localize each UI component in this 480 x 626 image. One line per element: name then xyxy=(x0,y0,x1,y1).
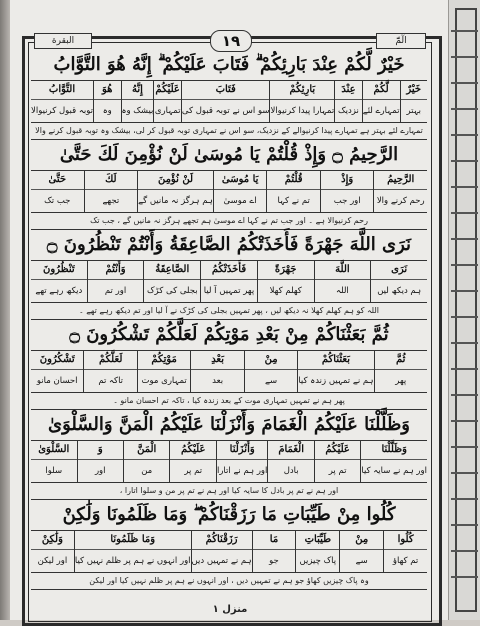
word-cell xyxy=(213,171,267,212)
urdu-meaning: تمہارے لئے xyxy=(362,106,400,116)
word-cell xyxy=(334,81,362,122)
urdu-meaning: اور لیکن xyxy=(37,556,68,566)
urdu-meaning: بجلی کی کڑک xyxy=(146,286,198,296)
surah-name: البقرة xyxy=(34,33,92,49)
arabic-word: إِنَّهُ xyxy=(122,81,154,100)
urdu-meaning: بہتر xyxy=(406,106,422,116)
next-page-text-line xyxy=(451,472,478,474)
arabic-word: اللَّهَ xyxy=(315,261,371,280)
arabic-word: يَا مُوسَىٰ xyxy=(214,171,267,190)
next-page-text-line xyxy=(451,420,478,422)
next-page-text-line xyxy=(451,134,478,136)
urdu-meaning: ہم دیکھ لیں xyxy=(377,286,422,296)
ayah-section xyxy=(31,320,427,410)
urdu-meaning: اے موسیٰ xyxy=(223,196,257,206)
ayah-section xyxy=(31,140,427,230)
arabic-ayah: كُلُوا مِنْ طَيِّبَاتِ مَا رَزَقْنَاكُمْ ۖ وَمَا ظَلَمُونَا وَلَٰكِنْ xyxy=(31,500,427,531)
word-cell xyxy=(216,441,267,482)
word-cell xyxy=(31,441,76,482)
urdu-meaning: اللہ xyxy=(336,286,349,296)
word-cell xyxy=(31,81,93,122)
arabic-word: وَإِذْ xyxy=(321,171,374,190)
word-by-word-grid xyxy=(31,171,427,213)
next-page-text-line xyxy=(451,30,478,32)
urdu-meaning: سو اس نے توبہ قبول کی xyxy=(181,106,270,116)
word-cell xyxy=(137,351,190,392)
urdu-meaning: تم پر xyxy=(184,466,203,476)
urdu-translation: رحم کرنیوالا ہے ۔ اور جب تم نے کہا اے موسیٰ ہم تجھے ہرگز نہ مانیں گے ، جب تک xyxy=(31,213,427,230)
arabic-word: وَأَنْزَلْنَا xyxy=(217,441,267,460)
urdu-meaning: تمہارا پیدا کرنیوالا xyxy=(270,106,335,116)
word-cell xyxy=(266,171,320,212)
urdu-meaning: تجھے xyxy=(102,196,120,206)
word-cell xyxy=(360,441,427,482)
arabic-word: وَأَنْتُمْ xyxy=(88,261,144,280)
urdu-meaning: جو xyxy=(269,556,279,566)
word-cell xyxy=(269,81,334,122)
next-page-text-line xyxy=(451,368,478,370)
next-page-edge xyxy=(448,0,480,620)
arabic-word: مَا xyxy=(253,531,296,550)
urdu-meaning: من xyxy=(141,466,153,476)
word-by-word-grid xyxy=(31,81,427,123)
manzil-label: منزل ۱ xyxy=(212,604,248,615)
urdu-meaning: پھر تمہیں آ لیا xyxy=(203,286,255,296)
arabic-word: جَهْرَةً xyxy=(258,261,314,280)
page-number: ١٩ xyxy=(210,30,252,52)
arabic-word: حَتَّىٰ xyxy=(31,171,84,190)
urdu-meaning: بعد xyxy=(212,376,224,386)
next-page-text-line xyxy=(451,160,478,162)
next-page-text-line xyxy=(451,394,478,396)
word-by-word-grid xyxy=(31,531,427,573)
arabic-word: وَ xyxy=(78,441,123,460)
urdu-meaning: سے xyxy=(265,376,278,386)
juz-name: الٓمّٓ xyxy=(376,33,426,49)
word-cell xyxy=(93,81,121,122)
word-cell xyxy=(77,441,123,482)
arabic-word: التَّوَّابُ xyxy=(31,81,93,100)
urdu-meaning: نزدیک xyxy=(338,106,359,116)
urdu-meaning: توبہ قبول کرنیوالا xyxy=(31,106,93,116)
arabic-word: الْمَنَّ xyxy=(124,441,169,460)
arabic-word: تَشْكُرُونَ xyxy=(31,351,83,370)
book-spine-shadow xyxy=(0,0,10,620)
next-page-frame xyxy=(455,8,477,612)
word-by-word-grid xyxy=(31,351,427,393)
word-cell xyxy=(181,81,270,122)
next-page-text-line xyxy=(451,186,478,188)
word-by-word-grid xyxy=(31,441,427,483)
word-cell xyxy=(191,531,252,572)
word-cell xyxy=(84,171,138,212)
word-cell xyxy=(339,531,383,572)
word-cell xyxy=(31,531,74,572)
ayah-section xyxy=(31,230,427,320)
word-cell xyxy=(257,261,314,302)
urdu-meaning: بادل xyxy=(283,466,299,476)
arabic-word: فَتَابَ xyxy=(182,81,270,100)
arabic-word: لَّكُمْ xyxy=(363,81,400,100)
word-cell xyxy=(297,351,373,392)
word-cell xyxy=(373,171,427,212)
arabic-word: رَزَقْنَاكُمْ xyxy=(192,531,252,550)
ayah-section xyxy=(31,500,427,590)
arabic-word: عَلَيْكُمُ xyxy=(170,441,215,460)
word-cell xyxy=(190,351,243,392)
word-cell xyxy=(137,171,213,212)
word-cell xyxy=(87,261,144,302)
word-cell xyxy=(74,531,191,572)
word-cell xyxy=(295,531,339,572)
arabic-word: خَيْرٌ xyxy=(401,81,428,100)
urdu-meaning: احسان مانو xyxy=(36,376,78,386)
next-page-text-line xyxy=(451,212,478,214)
word-by-word-grid xyxy=(31,261,427,303)
urdu-meaning: تمہاری موت xyxy=(141,376,187,386)
arabic-word: لَكَ xyxy=(85,171,138,190)
next-page-text-line xyxy=(451,82,478,84)
next-page-text-line xyxy=(451,498,478,500)
next-page-text-line xyxy=(451,550,478,552)
arabic-word: فَأَخَذَتْكُمُ xyxy=(201,261,257,280)
arabic-ayah: ثُمَّ بَعَثْنَاكُمْ مِنْ بَعْدِ مَوْتِكُمْ لَعَلَّكُمْ تَشْكُرُونَ ۝ xyxy=(31,320,427,351)
next-page-text-line xyxy=(451,264,478,266)
urdu-translation: وہ پاک چیزیں کھاؤ جو ہم نے تمہیں دیں ، اور انہوں نے ہم پر ظلم نہیں کیا اور لیکن xyxy=(31,573,427,590)
arabic-word: الصَّاعِقَةُ xyxy=(144,261,200,280)
next-page-text-line xyxy=(451,238,478,240)
urdu-meaning: جب تک xyxy=(44,196,71,206)
arabic-word: مِنْ xyxy=(340,531,383,550)
arabic-word: ثُمَّ xyxy=(375,351,427,370)
urdu-meaning: اور ہم نے اتارا xyxy=(216,466,268,476)
next-page-text-line xyxy=(451,576,478,578)
ayah-section xyxy=(31,410,427,500)
urdu-translation: تمہارے لئے بہتر ہے تمہارے پیدا کرنیوالے کے نزدیک، سو اس نے تمہاری توبہ قبول کر لی، بیشک وہ توبہ قبول کرنے والا xyxy=(31,123,427,140)
next-page-text-line xyxy=(451,108,478,110)
arabic-ayah: نَرَى اللَّهَ جَهْرَةً فَأَخَذَتْكُمُ الصَّاعِقَةُ وَأَنْتُمْ تَنْظُرُونَ ۝ xyxy=(31,230,427,261)
word-cell xyxy=(267,441,313,482)
arabic-word: قُلْتُمْ xyxy=(267,171,320,190)
urdu-meaning: وہ xyxy=(102,106,112,116)
urdu-meaning: اور جب xyxy=(333,196,361,206)
arabic-word: هُوَ xyxy=(94,81,121,100)
urdu-meaning: تم نے کہا xyxy=(277,196,310,206)
arabic-word: تَنْظُرُونَ xyxy=(31,261,87,280)
word-cell xyxy=(153,81,181,122)
word-cell xyxy=(31,351,83,392)
urdu-meaning: ہم ہرگز نہ مانیں گے xyxy=(138,196,213,206)
next-page-text-line xyxy=(451,446,478,448)
arabic-word: مَوْتِكُمْ xyxy=(138,351,190,370)
urdu-translation: اور ہم نے تم پر بادل کا سایہ کیا اور ہم نے تم پر من و سلوا اتارا ، xyxy=(31,483,427,500)
next-page-text-line xyxy=(451,524,478,526)
arabic-word: نَرَى xyxy=(371,261,427,280)
urdu-meaning: اور xyxy=(94,466,106,476)
arabic-word: بَعْدِ xyxy=(191,351,243,370)
urdu-meaning: اور تم xyxy=(104,286,127,296)
urdu-meaning: رحم کرنے والا xyxy=(376,196,425,206)
urdu-meaning: تم پر xyxy=(328,466,347,476)
word-cell xyxy=(123,441,169,482)
arabic-word: وَمَا ظَلَمُونَا xyxy=(75,531,191,550)
word-cell xyxy=(31,261,87,302)
arabic-word: عَلَيْكُمْ xyxy=(154,81,181,100)
urdu-meaning: دیکھ رہے تھے xyxy=(35,286,83,296)
arabic-word: بَعَثْنَاكُمْ xyxy=(298,351,373,370)
word-cell xyxy=(252,531,296,572)
word-cell xyxy=(370,261,427,302)
word-cell xyxy=(383,531,427,572)
page-header xyxy=(30,30,430,52)
arabic-word: وَظَلَّلْنَا xyxy=(361,441,427,460)
urdu-meaning: سے xyxy=(355,556,368,566)
next-page-text-line xyxy=(451,290,478,292)
word-cell xyxy=(31,171,84,212)
urdu-meaning: اور انہوں نے ہم پر ظلم نہیں کیا xyxy=(74,556,191,566)
arabic-ayah: خَيْرٌ لَّكُمْ عِنْدَ بَارِئِكُمْ ۗ فَتَابَ عَلَيْكُمْ ۗ إِنَّهُ هُوَ التَّوَّابُ xyxy=(31,50,427,81)
next-page-text-line xyxy=(451,56,478,58)
arabic-word: السَّلْوَىٰ xyxy=(31,441,76,460)
word-cell xyxy=(200,261,257,302)
arabic-word: بَارِئِكُمْ xyxy=(270,81,334,100)
urdu-meaning: ہم نے تمہیں زندہ کیا xyxy=(298,376,374,386)
arabic-word: وَلَٰكِنْ xyxy=(31,531,74,550)
word-cell xyxy=(169,441,215,482)
arabic-word: لَنْ نُؤْمِنَ xyxy=(138,171,213,190)
arabic-word: الْغَمَامَ xyxy=(268,441,313,460)
next-page-text-line xyxy=(451,316,478,318)
urdu-meaning: اور ہم نے سایہ کیا xyxy=(361,466,427,476)
ayah-section xyxy=(31,50,427,140)
arabic-word: لَعَلَّكُمْ xyxy=(84,351,136,370)
urdu-translation: اللہ کو ہم کھلم کھلا نہ دیکھ لیں ، پھر تمہیں بجلی کی کڑک نے آ لیا اور تم دیکھ رہے تھے ۔ xyxy=(31,303,427,320)
word-cell xyxy=(244,351,297,392)
arabic-word: مِنْ xyxy=(245,351,297,370)
urdu-meaning: تاکہ تم xyxy=(98,376,124,386)
ayah-sections xyxy=(31,50,427,590)
urdu-meaning: سلوا xyxy=(45,466,63,476)
arabic-word: الرَّحِيمُ xyxy=(374,171,427,190)
word-cell xyxy=(314,441,360,482)
word-cell xyxy=(362,81,400,122)
next-page-text-line xyxy=(451,342,478,344)
word-cell xyxy=(143,261,200,302)
urdu-meaning: تم کھاؤ xyxy=(392,556,419,566)
word-cell xyxy=(83,351,136,392)
urdu-meaning: بیشک وہ xyxy=(121,106,154,116)
arabic-word: طَيِّبَاتِ xyxy=(296,531,339,550)
arabic-word: عَلَيْكُمُ xyxy=(315,441,360,460)
word-cell xyxy=(374,351,427,392)
urdu-meaning: پھر xyxy=(395,376,407,386)
arabic-ayah: وَظَلَّلْنَا عَلَيْكُمُ الْغَمَامَ وَأَنْزَلْنَا عَلَيْكُمُ الْمَنَّ وَالسَّلْوَىٰ xyxy=(31,410,427,441)
urdu-meaning: پاک چیزیں xyxy=(299,556,337,566)
word-cell xyxy=(400,81,428,122)
word-cell xyxy=(320,171,374,212)
word-cell xyxy=(314,261,371,302)
urdu-translation: پھر ہم نے تمہیں تمہاری موت کے بعد زندہ کیا ، تاکہ تم احسان مانو ۔ xyxy=(31,393,427,410)
arabic-ayah: الرَّحِيمُ ۝ وَإِذْ قُلْتُمْ يَا مُوسَىٰ لَنْ نُؤْمِنَ لَكَ حَتَّىٰ xyxy=(31,140,427,171)
arabic-word: عِنْدَ xyxy=(335,81,362,100)
arabic-word: كُلُوا xyxy=(384,531,427,550)
urdu-meaning: کھلم کھلا xyxy=(269,286,302,296)
word-cell xyxy=(121,81,154,122)
urdu-meaning: تمہاری xyxy=(154,106,181,116)
urdu-meaning: ہم نے تمہیں دیں xyxy=(191,556,252,566)
